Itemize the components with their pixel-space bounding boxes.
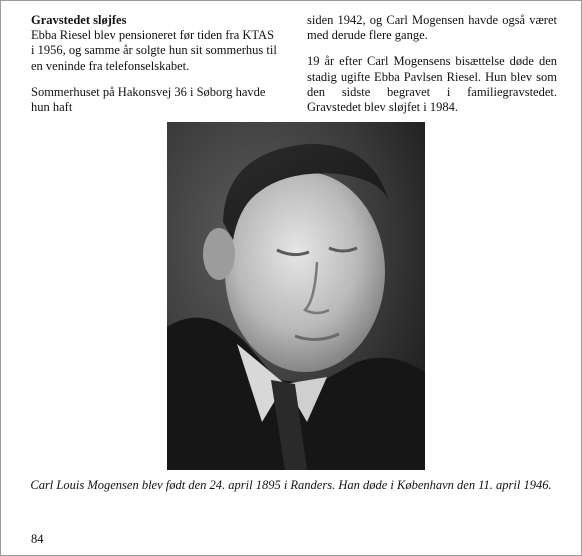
right-paragraph-1: siden 1942, og Carl Mogensen havde også været med derude flere gange. — [307, 13, 557, 43]
photo-caption: Carl Louis Mogensen blev født den 24. april 1895 i Randers. Han døde i København den 11. april 1946. — [30, 478, 552, 492]
left-paragraph-1 — [31, 13, 277, 74]
portrait-illustration — [167, 122, 425, 470]
right-column — [307, 13, 557, 115]
portrait-photo — [167, 122, 425, 470]
page-number: 84 — [31, 532, 44, 546]
left-paragraph-2: Sommerhuset på Hakonsvej 36 i Søborg havde hun haft — [31, 84, 266, 115]
right-paragraph-2: 19 år efter Carl Mogensens bisættelse døde den stadig ugifte Ebba Pavlsen Riesel. Hun blev som den sidste begravet i familiegravstedet. Gravstedet blev sløjfet i 1984. — [307, 54, 557, 115]
left-column — [31, 13, 277, 115]
face-shape — [225, 172, 385, 372]
ear-shape — [203, 228, 235, 280]
section-heading: Gravstedet sløjfes — [31, 13, 127, 27]
left-paragraph-1-text: Ebba Riesel blev pensioneret før tiden fra KTAS i 1956, og samme år solgte hun sit sommerhus til en veninde fra telefonselskabet. — [31, 28, 277, 73]
